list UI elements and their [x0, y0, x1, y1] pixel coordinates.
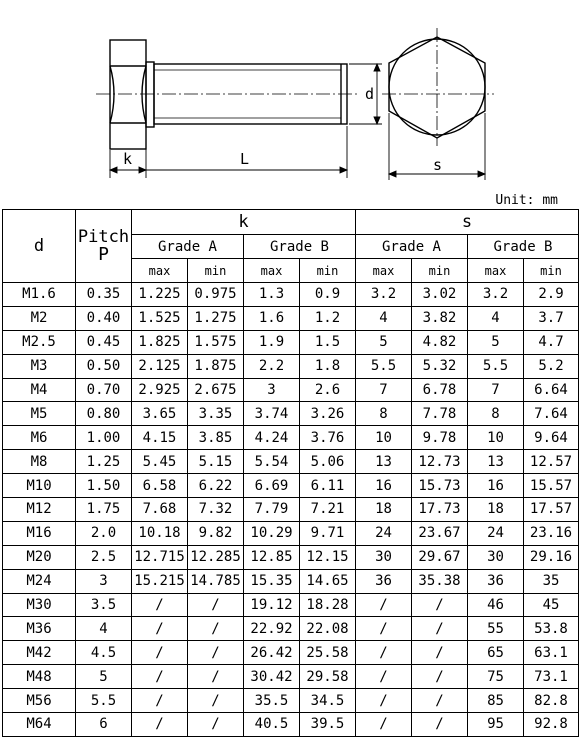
value-cell: 24 — [468, 521, 524, 545]
value-cell: 12.57 — [524, 450, 579, 474]
value-cell: 2.9 — [524, 283, 579, 307]
table-row — [3, 665, 579, 689]
value-cell: 1.9 — [244, 330, 300, 354]
value-cell: 39.5 — [300, 713, 356, 737]
table-row — [3, 378, 579, 402]
dim-L-label: L — [240, 150, 250, 168]
value-cell: 22.08 — [300, 617, 356, 641]
value-cell: 0.80 — [76, 402, 132, 426]
value-cell: 13 — [468, 450, 524, 474]
value-cell: 10.18 — [132, 521, 188, 545]
value-cell: / — [412, 641, 468, 665]
size-cell: M2.5 — [3, 330, 76, 354]
value-cell: / — [356, 641, 412, 665]
value-cell: 82.8 — [524, 689, 579, 713]
value-cell: 2.5 — [76, 545, 132, 569]
value-cell: 4 — [468, 306, 524, 330]
header-min: min — [524, 259, 579, 283]
value-cell: 1.25 — [76, 450, 132, 474]
value-cell: 5.2 — [524, 354, 579, 378]
header-pitch-word: Pitch — [77, 227, 130, 247]
value-cell: 6.69 — [244, 474, 300, 498]
header-max: max — [356, 259, 412, 283]
value-cell: 0.9 — [300, 283, 356, 307]
value-cell: 18.28 — [300, 593, 356, 617]
header-k: k — [132, 210, 356, 235]
value-cell: 16 — [356, 474, 412, 498]
value-cell: 5.06 — [300, 450, 356, 474]
bolt-drawing — [0, 0, 580, 190]
dimension-table — [2, 209, 579, 737]
value-cell: 29.58 — [300, 665, 356, 689]
value-cell: 5 — [468, 330, 524, 354]
value-cell: 4.7 — [524, 330, 579, 354]
value-cell: / — [356, 713, 412, 737]
value-cell: 0.40 — [76, 306, 132, 330]
value-cell: 35 — [524, 569, 579, 593]
value-cell: 9.82 — [188, 521, 244, 545]
value-cell: 6.11 — [300, 474, 356, 498]
value-cell: 1.575 — [188, 330, 244, 354]
value-cell: 5.15 — [188, 450, 244, 474]
value-cell: 7.78 — [412, 402, 468, 426]
value-cell: / — [132, 641, 188, 665]
header-k-grade-b: Grade B — [244, 235, 356, 259]
value-cell: 95 — [468, 713, 524, 737]
value-cell: 5 — [356, 330, 412, 354]
size-cell: M56 — [3, 689, 76, 713]
bolt-head — [110, 40, 146, 149]
value-cell: 4 — [356, 306, 412, 330]
value-cell: 7.68 — [132, 498, 188, 522]
value-cell: / — [412, 665, 468, 689]
value-cell: 3.2 — [356, 283, 412, 307]
value-cell: / — [356, 689, 412, 713]
value-cell: 3.2 — [468, 283, 524, 307]
header-s-grade-b: Grade B — [468, 235, 579, 259]
header-min: min — [300, 259, 356, 283]
value-cell: 4.5 — [76, 641, 132, 665]
value-cell: / — [132, 617, 188, 641]
value-cell: / — [188, 617, 244, 641]
header-d: d — [3, 210, 76, 283]
value-cell: 3 — [244, 378, 300, 402]
value-cell: 2.6 — [300, 378, 356, 402]
value-cell: / — [132, 665, 188, 689]
value-cell: 14.785 — [188, 569, 244, 593]
size-cell: M5 — [3, 402, 76, 426]
value-cell: 36 — [468, 569, 524, 593]
value-cell: / — [188, 713, 244, 737]
table-row — [3, 689, 579, 713]
value-cell: 5.5 — [468, 354, 524, 378]
value-cell: 85 — [468, 689, 524, 713]
value-cell: 35.38 — [412, 569, 468, 593]
table-row — [3, 593, 579, 617]
value-cell: 8 — [468, 402, 524, 426]
value-cell: 6 — [76, 713, 132, 737]
value-cell: 12.285 — [188, 545, 244, 569]
value-cell: 4.24 — [244, 426, 300, 450]
value-cell: / — [188, 641, 244, 665]
value-cell: 17.57 — [524, 498, 579, 522]
size-cell: M20 — [3, 545, 76, 569]
unit-label: Unit: mm — [495, 193, 558, 208]
value-cell: 1.75 — [76, 498, 132, 522]
table-row — [3, 283, 579, 307]
value-cell: 15.35 — [244, 569, 300, 593]
header-min: min — [188, 259, 244, 283]
value-cell: 3.02 — [412, 283, 468, 307]
value-cell: 16 — [468, 474, 524, 498]
size-cell: M10 — [3, 474, 76, 498]
value-cell: 0.45 — [76, 330, 132, 354]
value-cell: 12.85 — [244, 545, 300, 569]
value-cell: 3 — [76, 569, 132, 593]
value-cell: / — [356, 665, 412, 689]
value-cell: 1.525 — [132, 306, 188, 330]
value-cell: 92.8 — [524, 713, 579, 737]
header-max: max — [132, 259, 188, 283]
table-row — [3, 498, 579, 522]
value-cell: 9.71 — [300, 521, 356, 545]
size-cell: M36 — [3, 617, 76, 641]
value-cell: 36 — [356, 569, 412, 593]
value-cell: / — [132, 689, 188, 713]
table-row — [3, 450, 579, 474]
value-cell: / — [412, 593, 468, 617]
value-cell: / — [132, 713, 188, 737]
value-cell: 0.35 — [76, 283, 132, 307]
value-cell: / — [412, 617, 468, 641]
size-cell: M48 — [3, 665, 76, 689]
header-min: min — [412, 259, 468, 283]
value-cell: 3.5 — [76, 593, 132, 617]
value-cell: 18 — [468, 498, 524, 522]
header-max: max — [468, 259, 524, 283]
value-cell: 1.825 — [132, 330, 188, 354]
value-cell: 7.21 — [300, 498, 356, 522]
value-cell: 1.3 — [244, 283, 300, 307]
value-cell: 2.0 — [76, 521, 132, 545]
value-cell: 2.675 — [188, 378, 244, 402]
value-cell: 1.5 — [300, 330, 356, 354]
size-cell: M4 — [3, 378, 76, 402]
value-cell: 1.50 — [76, 474, 132, 498]
size-cell: M64 — [3, 713, 76, 737]
table-row — [3, 617, 579, 641]
size-cell: M16 — [3, 521, 76, 545]
value-cell: 7 — [356, 378, 412, 402]
table-row — [3, 641, 579, 665]
value-cell: 10 — [356, 426, 412, 450]
value-cell: / — [188, 689, 244, 713]
value-cell: 2.925 — [132, 378, 188, 402]
value-cell: 3.85 — [188, 426, 244, 450]
table-row — [3, 713, 579, 737]
size-cell: M3 — [3, 354, 76, 378]
header-max: max — [244, 259, 300, 283]
value-cell: 63.1 — [524, 641, 579, 665]
value-cell: 0.50 — [76, 354, 132, 378]
value-cell: 3.26 — [300, 402, 356, 426]
value-cell: 45 — [524, 593, 579, 617]
value-cell: 1.2 — [300, 306, 356, 330]
value-cell: 30 — [356, 545, 412, 569]
table-body — [3, 283, 579, 737]
value-cell: 18 — [356, 498, 412, 522]
table-row — [3, 330, 579, 354]
value-cell: 6.64 — [524, 378, 579, 402]
value-cell: 3.35 — [188, 402, 244, 426]
value-cell: / — [356, 593, 412, 617]
value-cell: 1.00 — [76, 426, 132, 450]
value-cell: 12.715 — [132, 545, 188, 569]
header-pitch — [76, 210, 132, 283]
value-cell: 23.16 — [524, 521, 579, 545]
value-cell: 1.8 — [300, 354, 356, 378]
value-cell: 7.79 — [244, 498, 300, 522]
value-cell: 40.5 — [244, 713, 300, 737]
value-cell: 8 — [356, 402, 412, 426]
value-cell: 55 — [468, 617, 524, 641]
value-cell: 2.125 — [132, 354, 188, 378]
value-cell: 3.74 — [244, 402, 300, 426]
value-cell: 3.76 — [300, 426, 356, 450]
value-cell: 5.5 — [76, 689, 132, 713]
value-cell: 15.215 — [132, 569, 188, 593]
value-cell: 29.67 — [412, 545, 468, 569]
table-row — [3, 521, 579, 545]
table-row — [3, 569, 579, 593]
value-cell: 4.82 — [412, 330, 468, 354]
value-cell: 5.32 — [412, 354, 468, 378]
value-cell: 5 — [76, 665, 132, 689]
value-cell: 6.78 — [412, 378, 468, 402]
value-cell: 5.54 — [244, 450, 300, 474]
value-cell: 53.8 — [524, 617, 579, 641]
value-cell: 0.975 — [188, 283, 244, 307]
size-cell: M8 — [3, 450, 76, 474]
table-row — [3, 354, 579, 378]
value-cell: 1.6 — [244, 306, 300, 330]
value-cell: 3.82 — [412, 306, 468, 330]
value-cell: 1.875 — [188, 354, 244, 378]
value-cell: 0.70 — [76, 378, 132, 402]
table-row — [3, 402, 579, 426]
value-cell: 15.57 — [524, 474, 579, 498]
value-cell: 7.32 — [188, 498, 244, 522]
value-cell: 30 — [468, 545, 524, 569]
value-cell: / — [412, 689, 468, 713]
value-cell: 2.2 — [244, 354, 300, 378]
size-cell: M2 — [3, 306, 76, 330]
value-cell: 73.1 — [524, 665, 579, 689]
value-cell: 17.73 — [412, 498, 468, 522]
value-cell: 3.65 — [132, 402, 188, 426]
size-cell: M24 — [3, 569, 76, 593]
value-cell: 9.64 — [524, 426, 579, 450]
header-s-grade-a: Grade A — [356, 235, 468, 259]
value-cell: 65 — [468, 641, 524, 665]
size-cell: M30 — [3, 593, 76, 617]
table-row — [3, 306, 579, 330]
value-cell: 26.42 — [244, 641, 300, 665]
size-cell: M42 — [3, 641, 76, 665]
header-s: s — [356, 210, 579, 235]
dim-k-label: k — [123, 150, 133, 168]
value-cell: / — [132, 593, 188, 617]
dim-d-label: d — [365, 85, 375, 103]
value-cell: 4 — [76, 617, 132, 641]
value-cell: 10.29 — [244, 521, 300, 545]
value-cell: / — [188, 593, 244, 617]
value-cell: 5.5 — [356, 354, 412, 378]
value-cell: 35.5 — [244, 689, 300, 713]
value-cell: 29.16 — [524, 545, 579, 569]
value-cell: 13 — [356, 450, 412, 474]
dim-s-label: s — [433, 156, 443, 174]
size-cell: M12 — [3, 498, 76, 522]
value-cell: / — [356, 617, 412, 641]
value-cell: 1.225 — [132, 283, 188, 307]
value-cell: 14.65 — [300, 569, 356, 593]
value-cell: 24 — [356, 521, 412, 545]
value-cell: 7.64 — [524, 402, 579, 426]
value-cell: 6.58 — [132, 474, 188, 498]
value-cell: 75 — [468, 665, 524, 689]
value-cell: 9.78 — [412, 426, 468, 450]
table-row — [3, 474, 579, 498]
header-pitch-symbol: P — [98, 244, 109, 265]
value-cell: 46 — [468, 593, 524, 617]
value-cell: 3.7 — [524, 306, 579, 330]
value-cell: 5.45 — [132, 450, 188, 474]
value-cell: 10 — [468, 426, 524, 450]
size-cell: M1.6 — [3, 283, 76, 307]
value-cell: 6.22 — [188, 474, 244, 498]
value-cell: / — [412, 713, 468, 737]
size-cell: M6 — [3, 426, 76, 450]
table-row — [3, 426, 579, 450]
value-cell: 7 — [468, 378, 524, 402]
header-k-grade-a: Grade A — [132, 235, 244, 259]
value-cell: 25.58 — [300, 641, 356, 665]
value-cell: / — [188, 665, 244, 689]
value-cell: 19.12 — [244, 593, 300, 617]
value-cell: 22.92 — [244, 617, 300, 641]
table-row — [3, 545, 579, 569]
value-cell: 15.73 — [412, 474, 468, 498]
value-cell: 34.5 — [300, 689, 356, 713]
value-cell: 12.73 — [412, 450, 468, 474]
value-cell: 23.67 — [412, 521, 468, 545]
value-cell: 12.15 — [300, 545, 356, 569]
value-cell: 1.275 — [188, 306, 244, 330]
value-cell: 30.42 — [244, 665, 300, 689]
value-cell: 4.15 — [132, 426, 188, 450]
